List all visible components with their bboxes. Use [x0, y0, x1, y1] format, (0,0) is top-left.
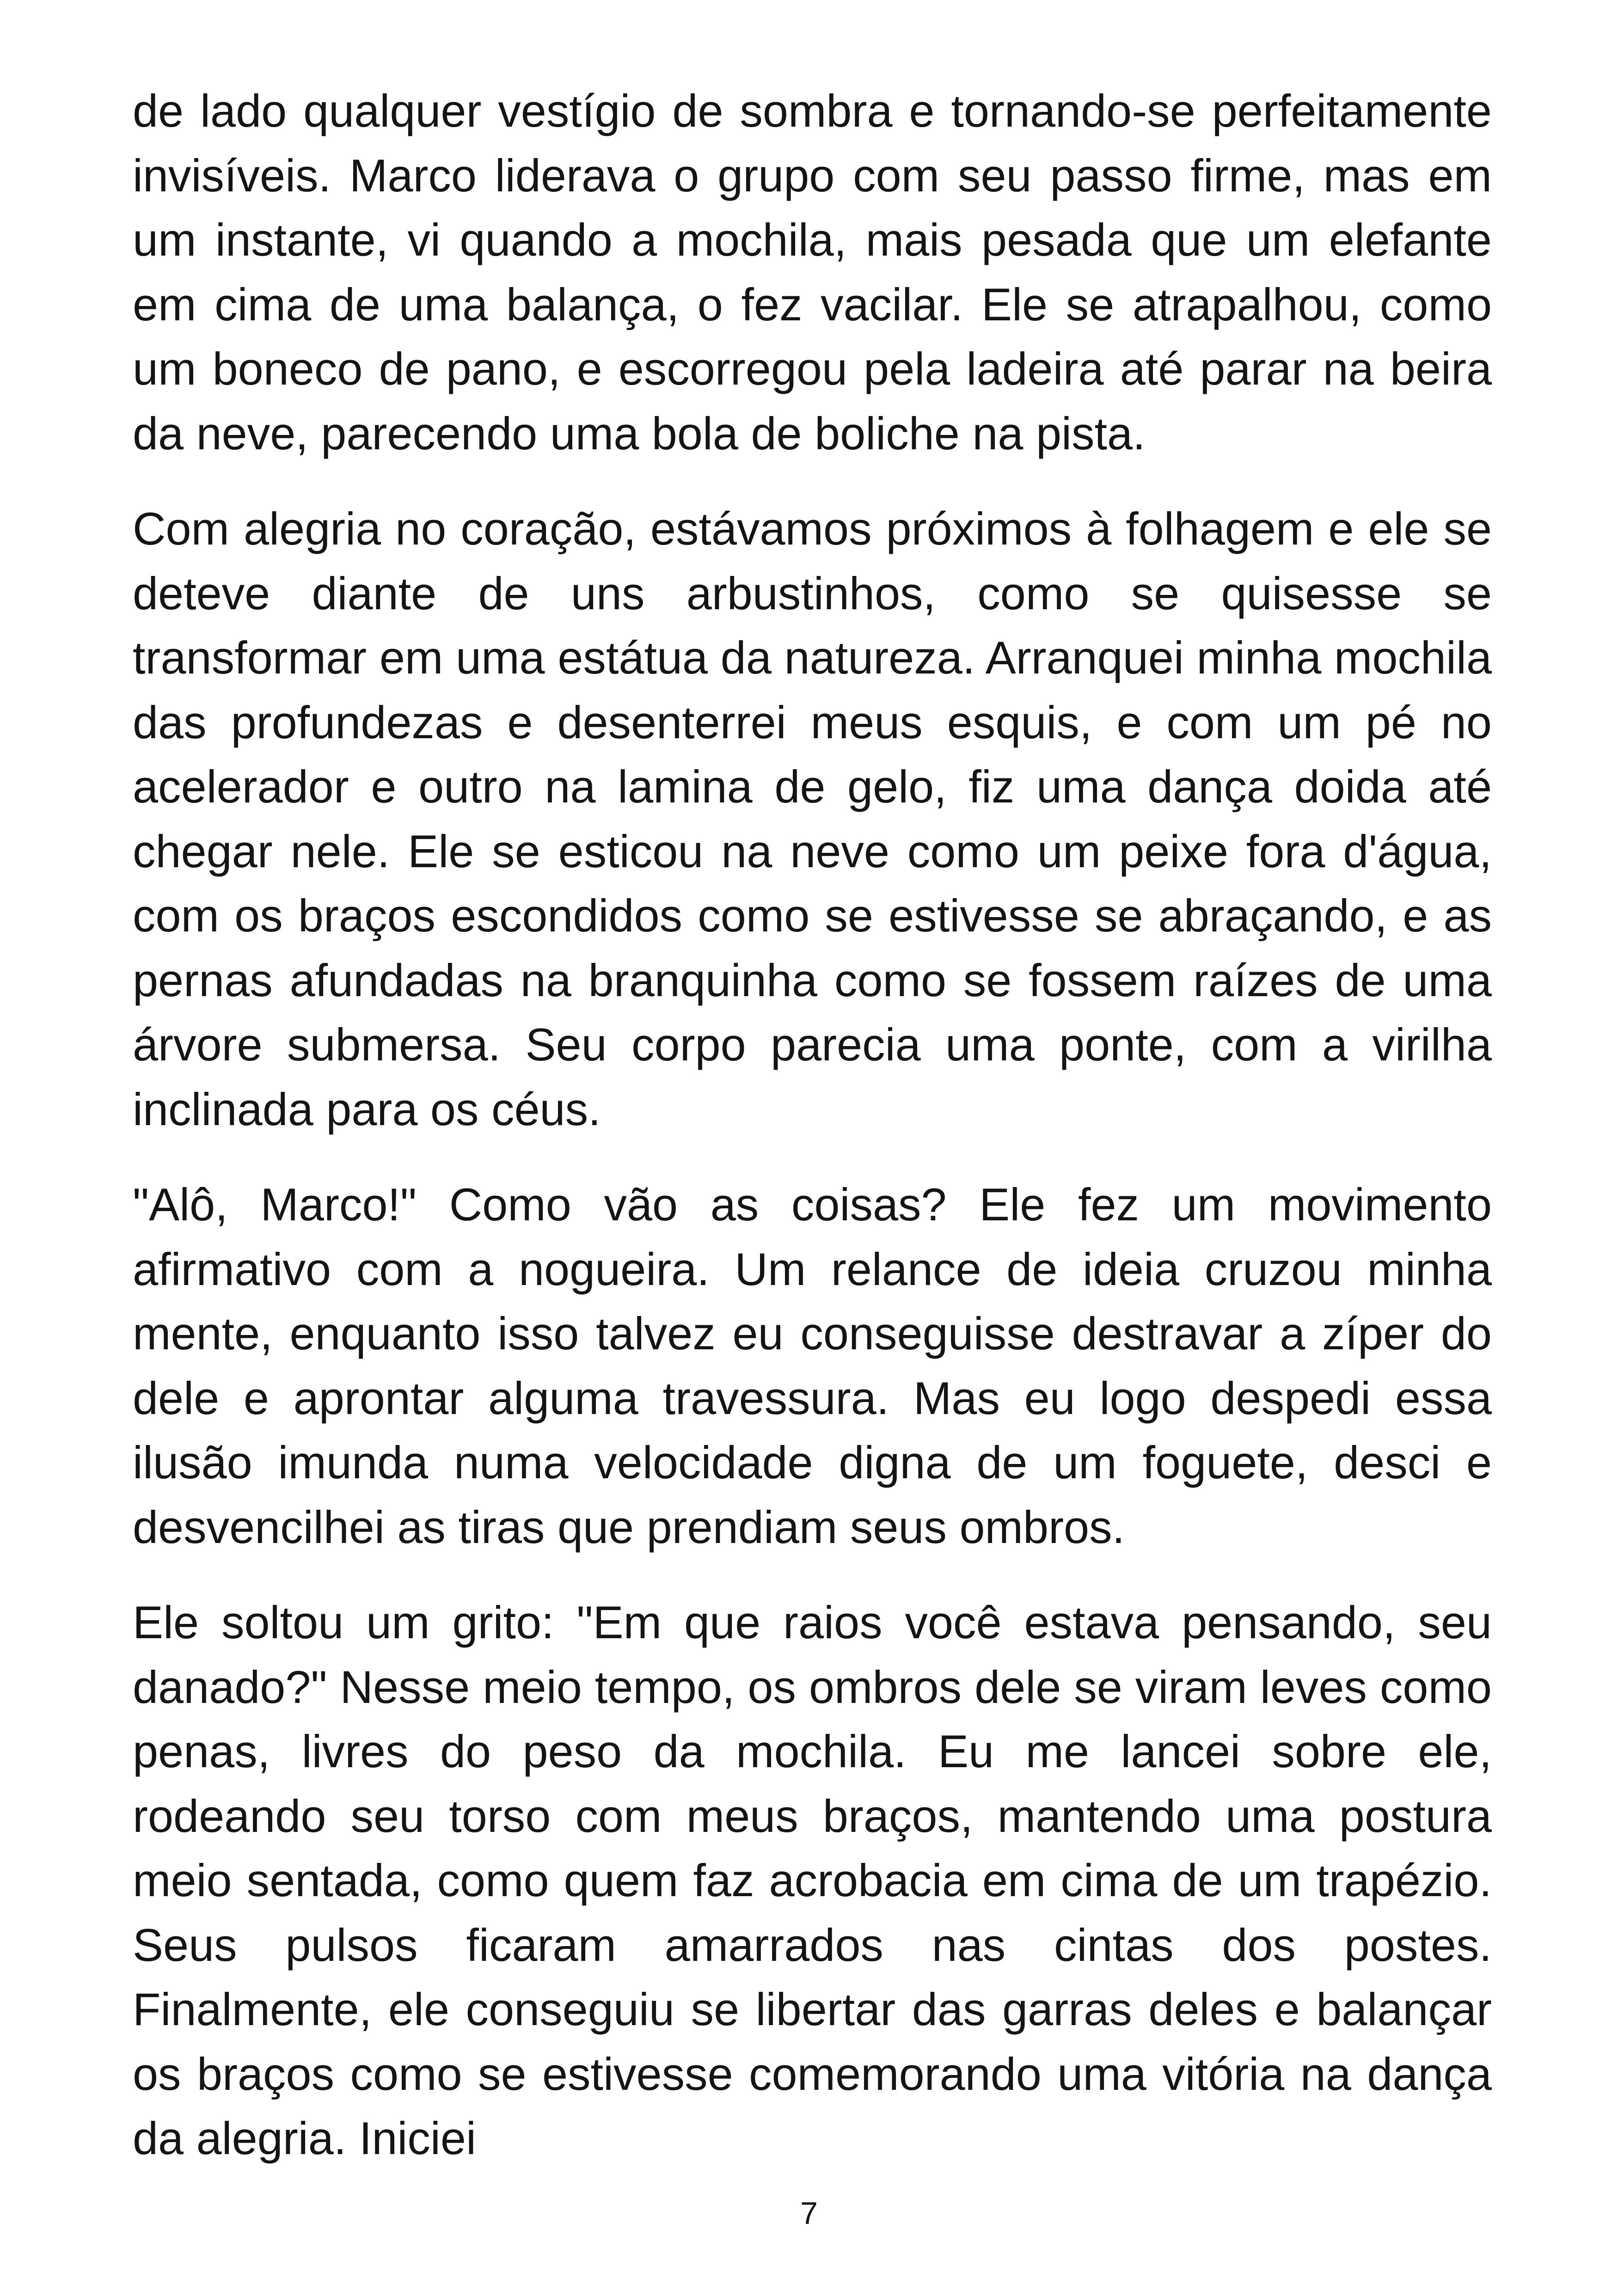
paragraph-3: "Alô, Marco!" Como vão as coisas? Ele fez um movimento afirmativo com a nogueira. Um relance de ideia cruzou minha mente, enquanto isso talvez eu conseguisse destravar a zíper do dele e aprontar alguma travessura. Mas eu logo despedi essa ilusão imunda numa velocidade digna de um foguete, desci e desvencilhei as tiras que prendiam seus ombros. — [133, 1179, 1492, 1553]
body-text — [133, 79, 1492, 2202]
paragraph-1: de lado qualquer vestígio de sombra e tornando-se perfeitamente invisíveis. Marco liderava o grupo com seu passo firme, mas em um instante, vi quando a mochila, mais pesada que um elefante em cima de uma balança, o fez vacilar. Ele se atrapalhou, como um boneco de pano, e escorregou pela ladeira até parar na beira da neve, parecendo uma bola de boliche na pista. — [133, 85, 1492, 459]
paragraph-2: Com alegria no coração, estávamos próximos à folhagem e ele se deteve diante de uns arbustinhos, como se quisesse se transformar em uma estátua da natureza. Arranquei minha mochila das profundezas e desenterrei meus esquis, e com um pé no acelerador e outro na lamina de gelo, fiz uma dança doida até chegar nele. Ele se esticou na neve como um peixe fora d'água, com os braços escondidos como se estivesse se abraçando, e as pernas afundadas na branquinha como se fossem raízes de uma árvore submersa. Seu corpo parecia uma ponte, com a virilha inclinada para os céus. — [133, 503, 1492, 1135]
paragraph-4: Ele soltou um grito: "Em que raios você estava pensando, seu danado?" Nesse meio tempo, os ombros dele se viram leves como penas, livres do peso da mochila. Eu me lancei sobre ele, rodeando seu torso com meus braços, mantendo uma postura meio sentada, como quem faz acrobacia em cima de um trapézio. Seus pulsos ficaram amarrados nas cintas dos postes. Finalmente, ele conseguiu se libertar das garras deles e balançar os braços como se estivesse comemorando uma vitória na dança da alegria. Iniciei — [133, 1597, 1492, 2164]
page-number: 7 — [800, 2196, 818, 2231]
